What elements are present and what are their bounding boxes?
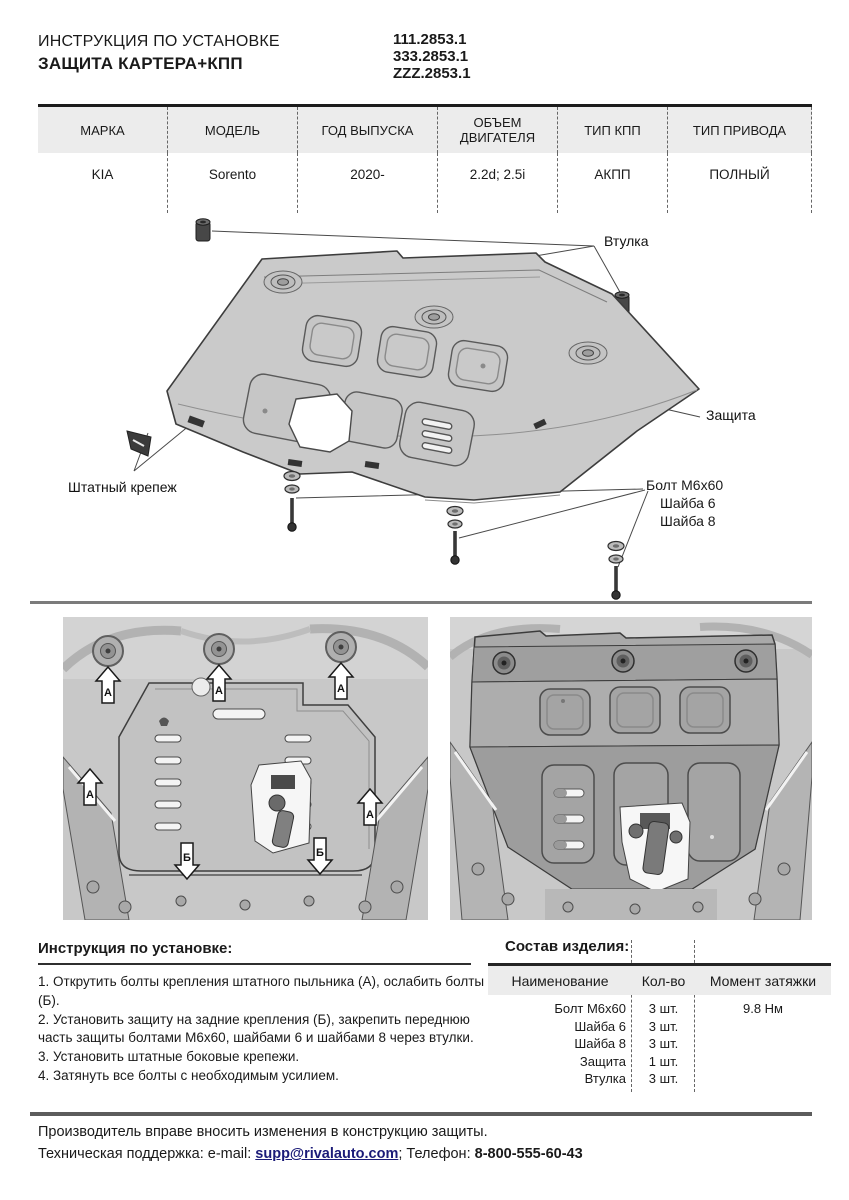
parts-row: Шайба 8 3 шт. bbox=[574, 1036, 679, 1051]
svg-text:А: А bbox=[337, 683, 345, 695]
spec-engine: 2.2d; 2.5i bbox=[438, 153, 558, 213]
washer-icon bbox=[284, 472, 300, 494]
page-title: ИНСТРУКЦИЯ ПО УСТАНОВКЕ bbox=[38, 33, 280, 50]
spec-col-drive: ТИП ПРИВОДА bbox=[668, 107, 812, 153]
phone-label: ; Телефон: bbox=[398, 1146, 475, 1162]
parts-col-torque: Момент затяжки bbox=[709, 972, 817, 989]
installation-photo-left bbox=[63, 617, 428, 920]
instruction-step: 2. Установить защиту на задние крепления (Б), закрепить переднюю часть защиты болтами М6х60, шайбами 6 и шайбами 8 через втулки. bbox=[38, 1011, 474, 1046]
instruction-step: 3. Установить штатные боковые крепежи. bbox=[38, 1049, 300, 1065]
assembly-diagram bbox=[0, 210, 849, 602]
parts-col-qty: Кол-во bbox=[641, 972, 686, 989]
exhaust-clamp bbox=[620, 803, 690, 892]
spec-gearbox: АКПП bbox=[558, 153, 668, 213]
exhaust-clamp bbox=[251, 761, 311, 853]
svg-text:А: А bbox=[86, 789, 94, 801]
svg-text:А: А bbox=[104, 687, 112, 699]
phone-number: 8-800-555-60-43 bbox=[474, 1146, 583, 1162]
bolt-icon bbox=[288, 498, 296, 531]
part-number: ZZZ.2853.1 bbox=[393, 65, 471, 82]
spec-col-brand: МАРКА bbox=[38, 107, 168, 153]
mount-hole-icon bbox=[415, 306, 453, 328]
bolt-icon bbox=[451, 531, 459, 564]
spec-data-row bbox=[38, 153, 812, 213]
bushing-icon bbox=[196, 219, 210, 241]
bolt-icon bbox=[612, 566, 620, 599]
label-bolt: Болт М6х60 bbox=[646, 477, 724, 493]
part-numbers bbox=[393, 31, 471, 82]
spec-col-model: МОДЕЛЬ bbox=[168, 107, 298, 153]
spec-year: 2020- bbox=[298, 153, 438, 213]
instruction-step: 4. Затянуть все болты с необходимым усилием. bbox=[38, 1067, 339, 1083]
parts-row: Шайба 6 3 шт. bbox=[574, 1018, 679, 1034]
vehicle-spec-table bbox=[38, 104, 812, 213]
svg-text:А: А bbox=[366, 809, 374, 821]
parts-row: Втулка 3 шт. bbox=[584, 1071, 679, 1086]
footer-rule bbox=[30, 1112, 812, 1116]
email-link[interactable]: supp@rivalauto.com bbox=[255, 1146, 399, 1162]
label-plate: Защита bbox=[706, 407, 756, 423]
spec-brand: KIA bbox=[38, 153, 168, 213]
manufacturer-note: Производитель вправе вносить изменения в конструкцию защиты. bbox=[38, 1124, 488, 1140]
spec-header-row bbox=[38, 107, 812, 153]
svg-text:Б: Б bbox=[316, 847, 324, 859]
parts-col-name: Наименование bbox=[511, 972, 609, 989]
spec-col-year: ГОД ВЫПУСКА bbox=[298, 107, 438, 153]
label-fasteners bbox=[646, 476, 723, 530]
plate-cutout bbox=[289, 394, 352, 452]
mount-hole-icon bbox=[264, 271, 302, 293]
instructions-heading: Инструкция по установке: bbox=[38, 940, 233, 957]
washer-icon bbox=[608, 542, 624, 564]
instruction-step: 1. Открутить болты крепления штатного пыльника (А), ослабить болты (Б). bbox=[38, 974, 485, 1008]
instructions-underline bbox=[38, 963, 471, 965]
instructions-steps bbox=[38, 973, 487, 1086]
part-number: 111.2853.1 bbox=[393, 31, 467, 48]
spec-col-engine: ОБЪЕМ ДВИГАТЕЛЯ bbox=[438, 107, 558, 153]
installation-photo-right bbox=[450, 617, 812, 920]
parts-heading: Состав изделия: bbox=[505, 938, 630, 955]
spec-drive: ПОЛНЫЙ bbox=[668, 153, 812, 213]
label-washer6: Шайба 6 bbox=[660, 495, 716, 511]
parts-header-row bbox=[488, 963, 831, 995]
section-divider bbox=[30, 601, 812, 604]
label-bushing: Втулка bbox=[604, 233, 649, 249]
spec-col-gearbox: ТИП КПП bbox=[558, 107, 668, 153]
parts-row: Болт М6х60 3 шт. 9.8 Нм bbox=[554, 1001, 783, 1016]
parts-table bbox=[488, 963, 831, 1088]
spec-model: Sorento bbox=[168, 153, 298, 213]
mount-hole-icon bbox=[569, 342, 607, 364]
part-number: 333.2853.1 bbox=[393, 48, 469, 65]
parts-row: Защита 1 шт. bbox=[579, 1053, 679, 1069]
product-title: ЗАЩИТА КАРТЕРА+КПП bbox=[38, 54, 243, 73]
header-titles bbox=[38, 33, 280, 74]
label-factory-mount: Штатный крепеж bbox=[68, 479, 177, 495]
label-washer8: Шайба 8 bbox=[660, 513, 716, 529]
skid-plate-drawing bbox=[127, 251, 699, 503]
svg-text:Б: Б bbox=[183, 852, 191, 864]
washer-icon bbox=[447, 507, 463, 529]
installed-plate bbox=[470, 631, 779, 892]
support-label: Техническая поддержка: e-mail: bbox=[38, 1146, 256, 1162]
svg-text:А: А bbox=[215, 685, 223, 697]
support-line bbox=[38, 1146, 583, 1162]
